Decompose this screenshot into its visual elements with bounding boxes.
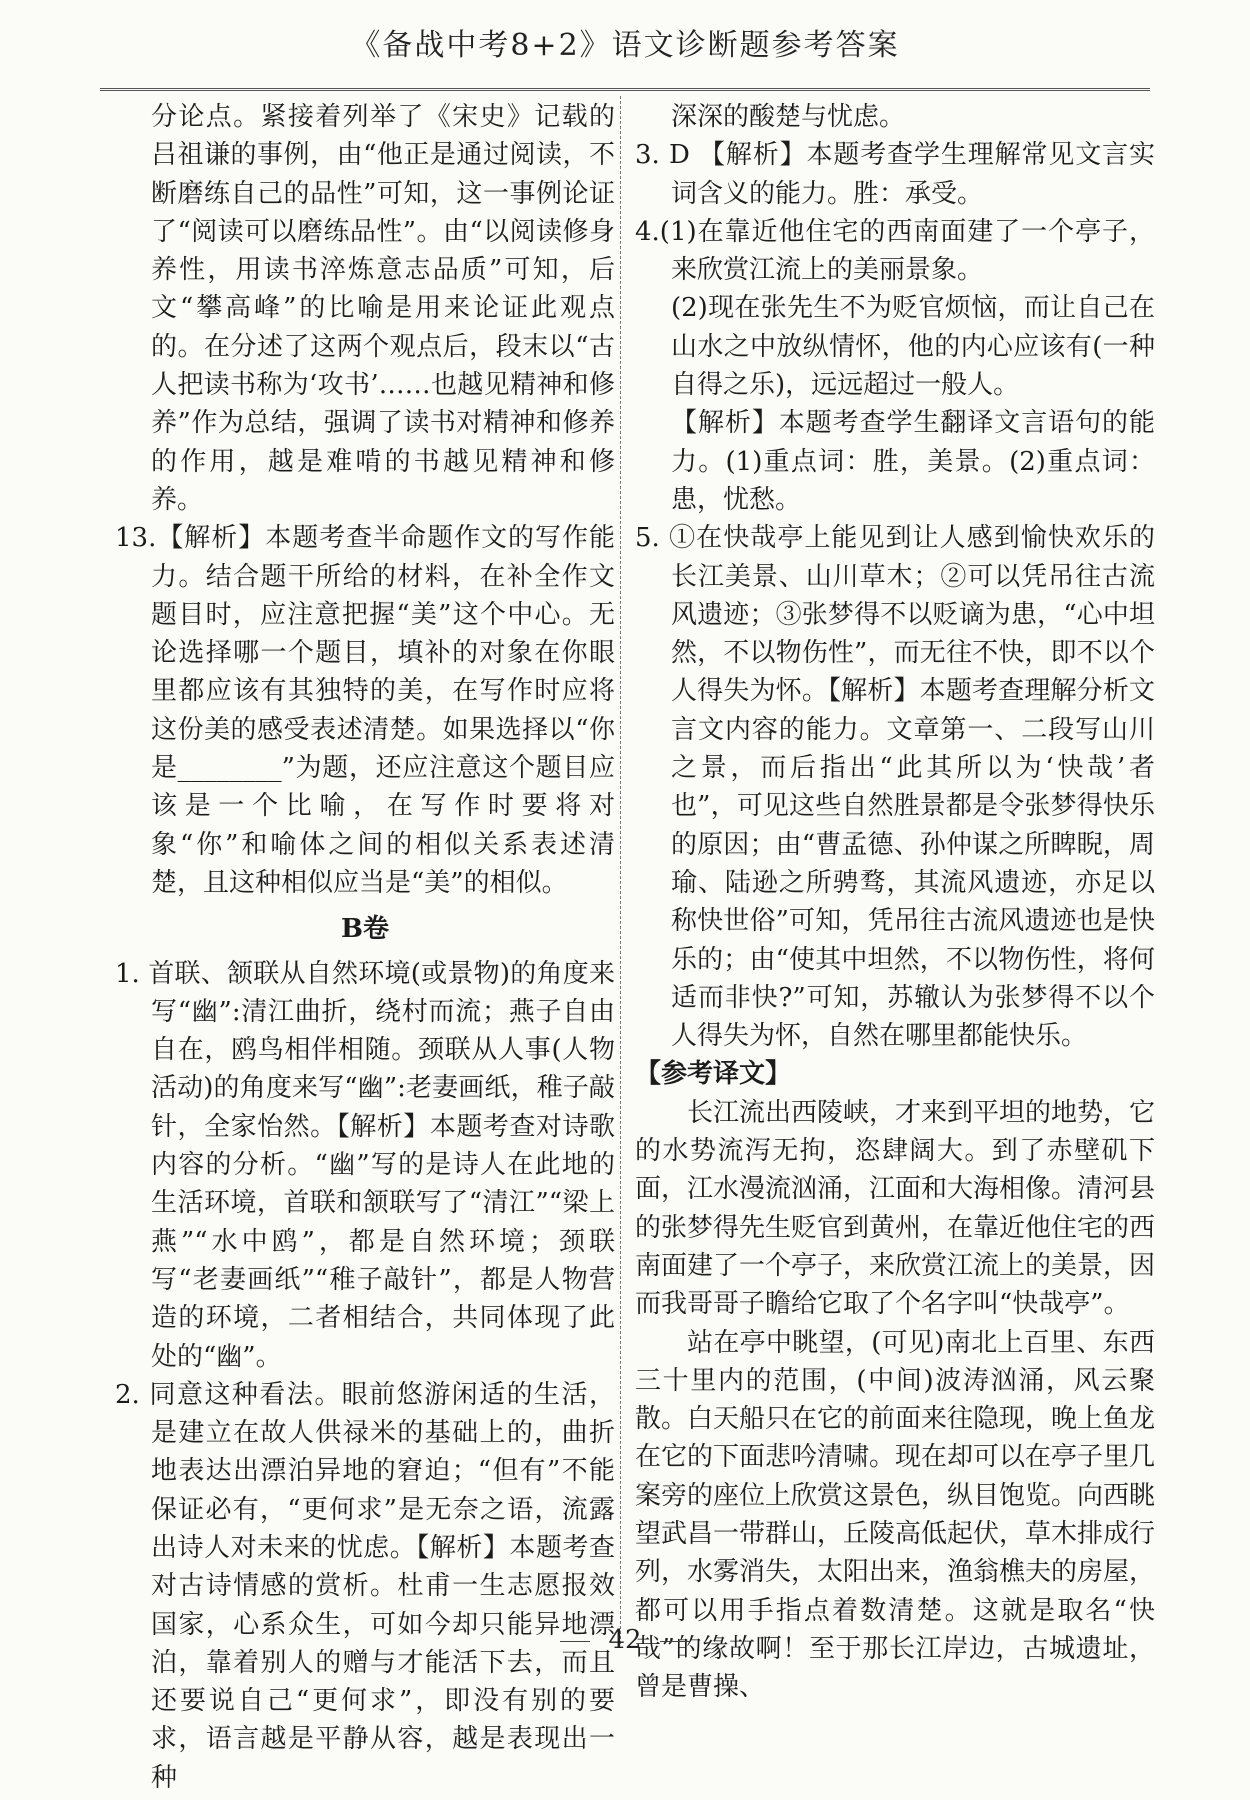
reference-translation-title: 【参考译文】 [635, 1059, 792, 1090]
page-number: 42 [0, 1625, 1250, 1655]
answer-b1: 1. 首联、颔联从自然环境(或景物)的角度来写“幽”:清江曲折，绕村而流；燕子自由自在，鸥鸟相伴相随。颈联从人事(人物活动)的角度来写“幽”:老妻画纸，稚子敲针，全家怡然。【解析】本题考查对诗歌内容的分析。“幽”写的是诗人在此地的生活环境，首联和颔联写了“清江”“梁上燕”“水中鸥”，都是自然环境；颈联写“老妻画纸”“稚子敲针”，都是人物营造的环境，二者相结合，共同体现了此处的“幽”。 [115, 958, 615, 1372]
answer-b4-2: (2)现在张先生不为贬官烦恼，而让自己在山水之中放纵情怀，他的内心应该有(一种自得之乐)，远远超过一般人。 [671, 293, 1155, 401]
left-column [115, 98, 615, 1793]
translation-paragraph-2: 站在亭中眺望，(可见)南北上百里、东西三十里内的范围，(中间)波涛汹涌，风云聚散。白天船只在它的前面来往隐现，晚上鱼龙在它的下面悲吟清啸。现在却可以在亭子里几案旁的座位上欣赏这景色，纵目饱览。向西眺望武昌一带群山，丘陵高低起伏，草木排成行列，水雾消失，太阳出来，渔翁樵夫的房屋，都可以用手指点着数清楚。这就是取名“快哉”的缘故啊！至于那长江岸边，古城遗址，曾是曹操、 [635, 1327, 1156, 1703]
answer-b2-continued: 深深的酸楚与忧虑。 [671, 102, 906, 132]
answer-12-continued: 分论点。紧接着列举了《宋史》记载的吕祖谦的事例，由“他正是通过阅读，不断磨练自己的品性”可知，这一事例论证了“阅读可以磨练品性”。由“以阅读修身养性，用读书淬炼意志品质”可知，后文“攀高峰”的比喻是用来论证此观点的。在分述了这两个观点后，段末以“古人把读书称为‘攻书’……也越见精神和修养”作为总结，强调了读书对精神和修养的作用，越是难啃的书越见精神和修养。 [151, 102, 615, 515]
section-b-title: B卷 [341, 914, 389, 945]
answer-b3: 3. D 【解析】本题考查学生理解常见文言实词含义的能力。胜：承受。 [635, 140, 1155, 209]
right-column [635, 98, 1156, 1703]
answer-13: 13.【解析】本题考查半命题作文的写作能力。结合题干所给的材料，在补全作文题目时，应注意把握“美”这个中心。无论选择哪一个题目，填补的对象在你眼里都应该有其独特的美，在写作时应将这份美的感受表述清楚。如果选择以“你是________”为题，还应注意这个题目应该是一个比喻，在写作时要将对象“你”和喻体之间的相似关系表述清楚，且这种相似应当是“美”的相似。 [115, 523, 615, 898]
header-title: 《备战中考8+2》语文诊断题参考答案 [350, 28, 900, 63]
translation-paragraph-1: 长江流出西陵峡，才来到平坦的地势，它的水势流泻无拘，恣肆阔大。到了赤壁矶下面，江水漫流汹涌，江面和大海相像。清河县的张梦得先生贬官到黄州，在靠近他住宅的西南面建了一个亭子，来欣赏江流上的美景，因而我哥哥子瞻给它取了个名字叫“快哉亭”。 [635, 1097, 1156, 1320]
column-divider [620, 96, 621, 1644]
reference-translation [635, 1094, 1155, 1707]
answer-b4-1: 4.(1)在靠近他住宅的西南面建了一个亭子，来欣赏江流上的美丽景象。 [635, 216, 1155, 286]
header-rule [100, 88, 1150, 91]
page-header [100, 14, 1150, 82]
answer-b4-analysis: 【解析】本题考查学生翻译文言语句的能力。(1)重点词：胜，美景。(2)重点词：患，忧愁。 [671, 408, 1155, 515]
answer-b2: 2. 同意这种看法。眼前悠游闲适的生活，是建立在故人供禄米的基础上的，曲折地表达出漂泊异地的窘迫；“但有”不能保证必有，“更何求”是无奈之语，流露出诗人对未来的忧虑。【解析】本题考查对古诗情感的赏析。杜甫一生志愿报效国家，心系众生，可如今却只能异地漂泊，靠着别人的赠与才能活下去，而且还要说自己“更何求”，即没有别的要求，语言越是平静从容，越是表现出一种 [115, 1379, 615, 1793]
answer-b5: 5. ①在快哉亭上能见到让人感到愉快欢乐的长江美景、山川草木；②可以凭吊往古流风遗迹；③张梦得不以贬谪为患，“心中坦然，不以物伤性”，而无往不快，即不以个人得失为怀。【解析】本题考查理解分析文言文内容的能力。文章第一、二段写山川之景，而后指出“此其所以为‘快哉’者也”，可见这些自然胜景都是令张梦得快乐的原因；由“曹孟德、孙仲谋之所睥睨，周瑜、陆逊之所骋骛，其流风遗迹，亦足以称快世俗”可知，凭吊往古流风遗迹也是快乐的；由“使其中坦然，不以物伤性，将何适而非快?”可知，苏辙认为张梦得不以个人得失为怀，自然在哪里都能快乐。 [635, 523, 1155, 1052]
